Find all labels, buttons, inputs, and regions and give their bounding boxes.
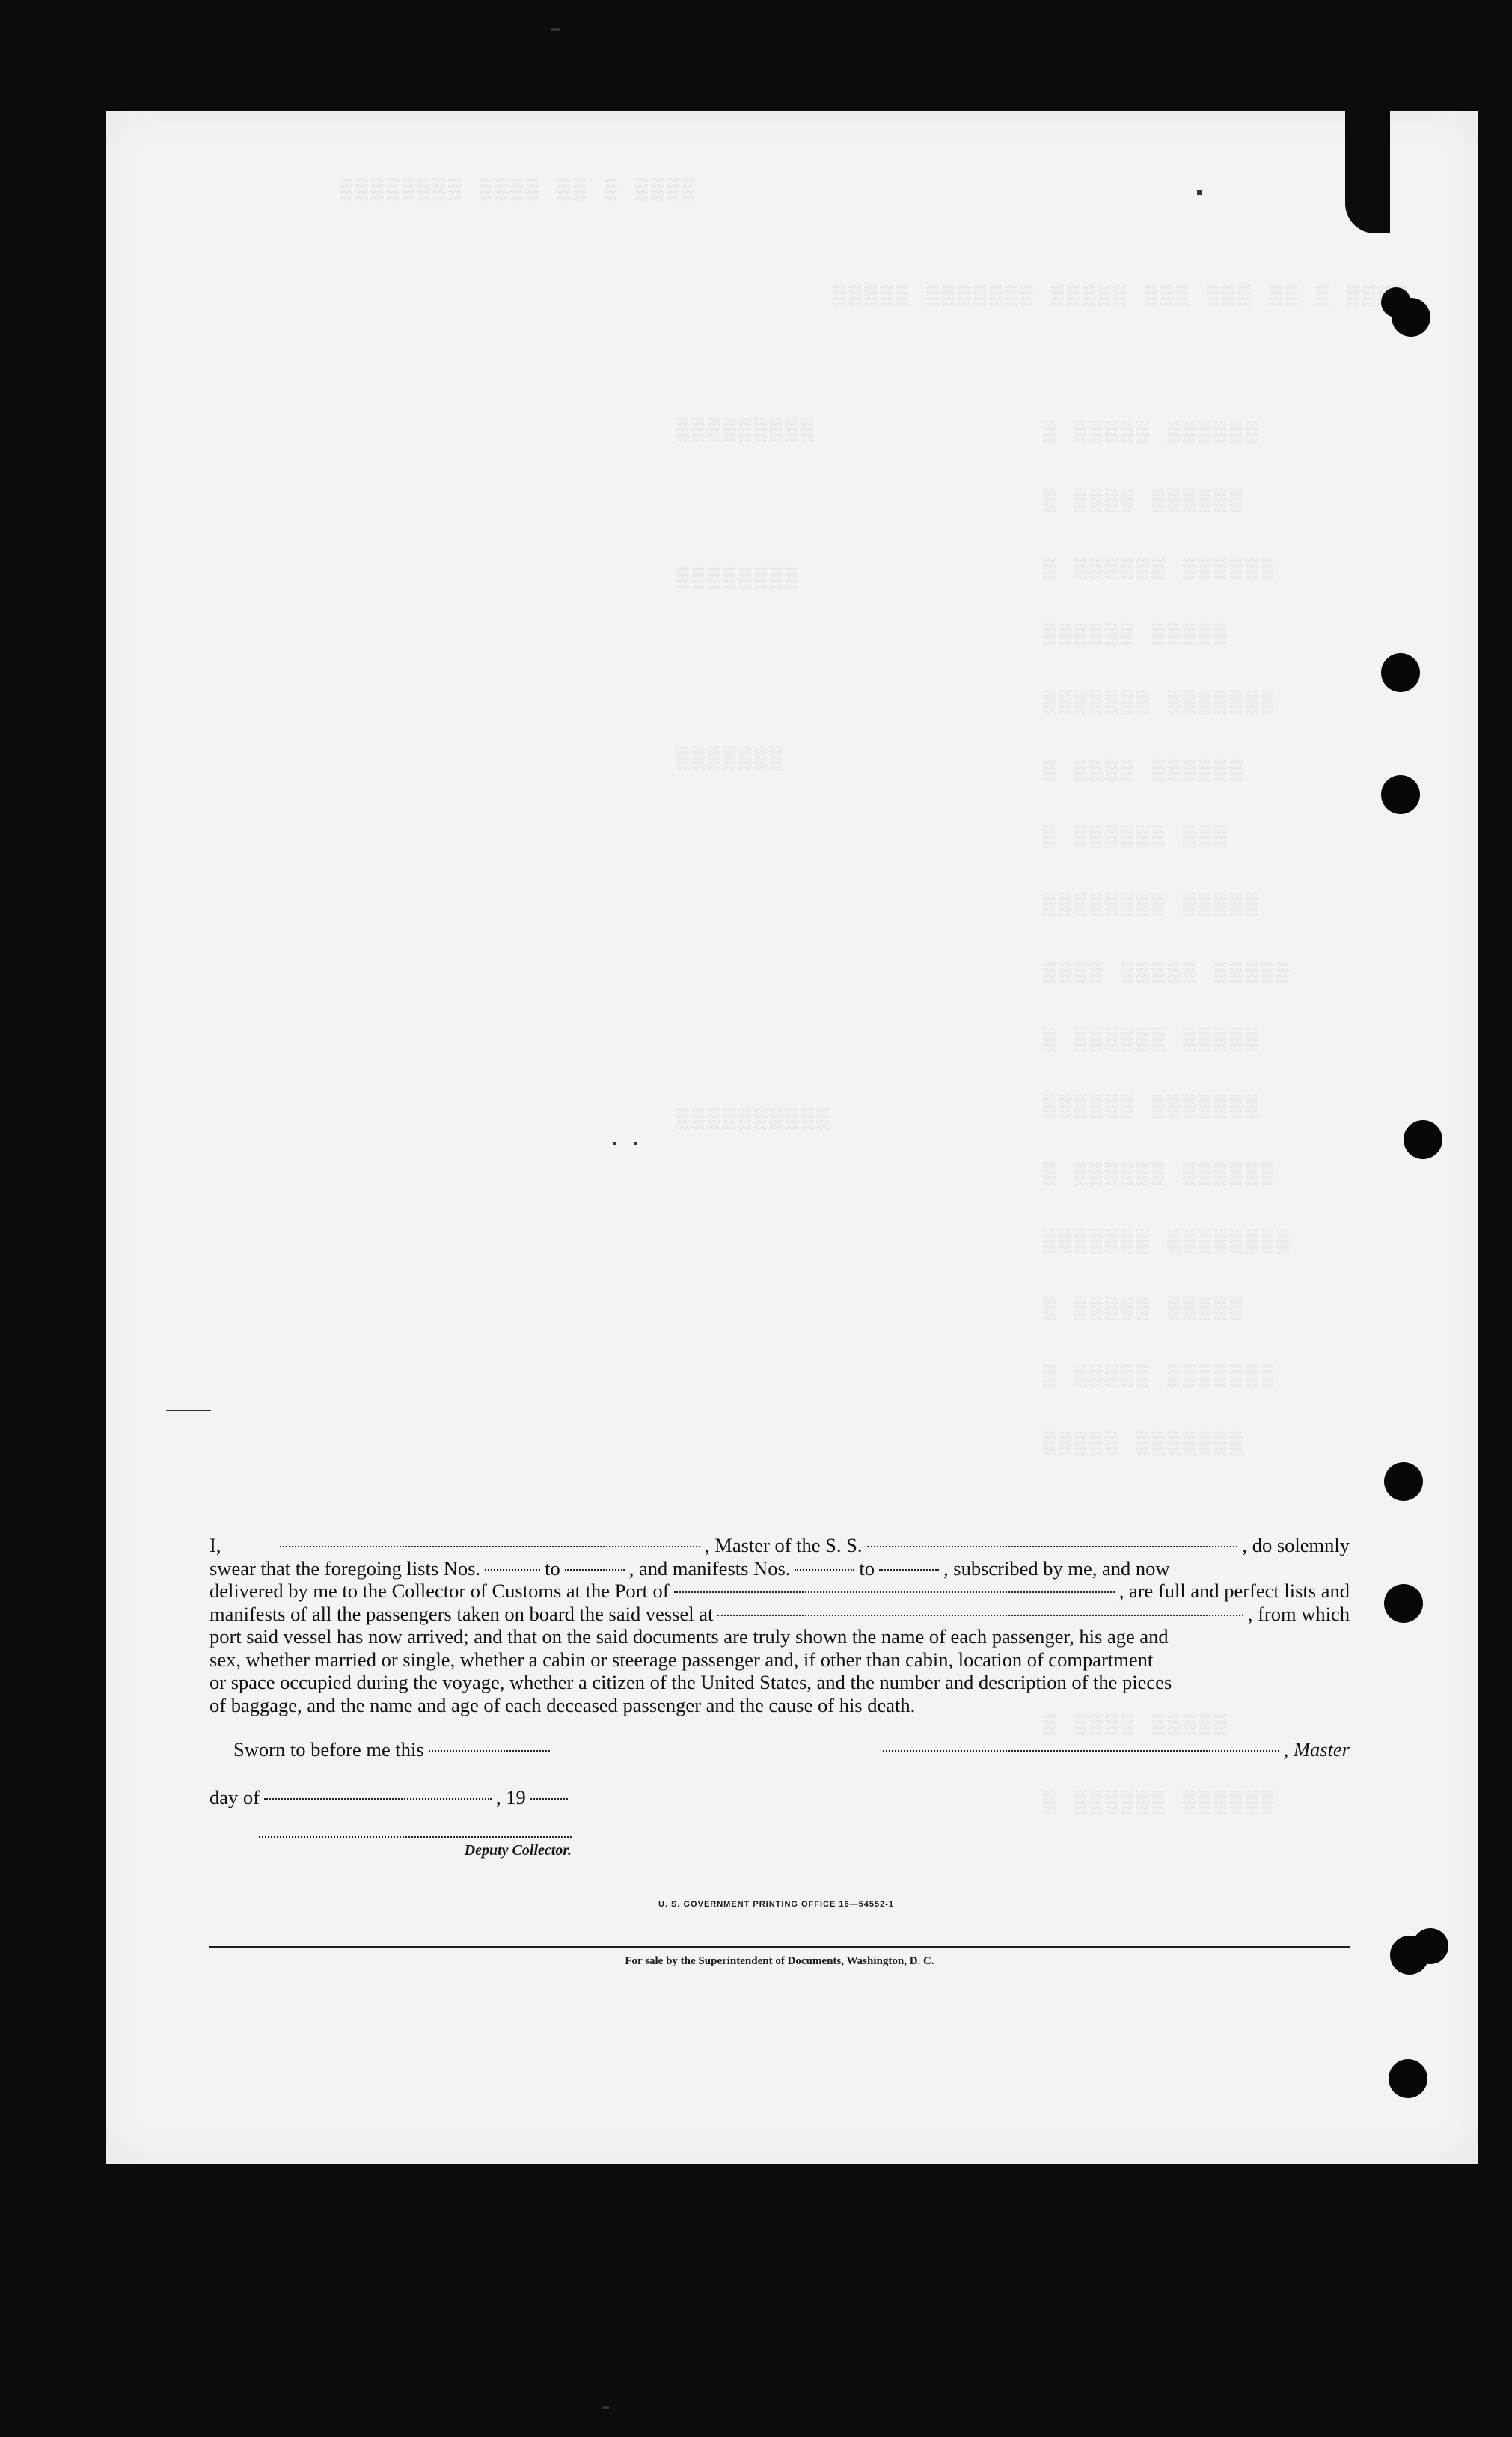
edge-mark	[602, 2406, 609, 2409]
oath-line-8	[209, 1694, 1350, 1717]
footer-rule	[209, 1946, 1350, 1948]
edge-mark	[551, 28, 560, 31]
departure-port-blank	[717, 1615, 1243, 1616]
oath-line-3	[209, 1580, 1350, 1603]
oath-manifests: manifests of all the passengers taken on board the said vessel at	[209, 1602, 714, 1625]
list-to-blank	[565, 1569, 625, 1571]
edge-mark	[166, 1410, 211, 1411]
oath-text-7: or space occupied during the voyage, whether a citizen of the United States, and the number and description of the pieces	[209, 1671, 1172, 1693]
master-signature-blank	[883, 1750, 1279, 1752]
punch-hole	[1404, 1120, 1442, 1159]
punch-hole	[1381, 653, 1420, 692]
port-blank	[674, 1591, 1115, 1593]
oath-line-1	[209, 1534, 1350, 1557]
list-from-blank	[485, 1569, 540, 1571]
punch-hole	[1381, 775, 1420, 814]
oath-text-6: sex, whether married or single, whether a cabin or steerage passenger and, if other than cabin, location of compartment	[209, 1648, 1154, 1671]
day-of-label: day of	[209, 1786, 260, 1808]
vessel-name-blank	[867, 1546, 1238, 1547]
punch-hole	[1412, 1928, 1448, 1964]
oath-pronoun: I,	[209, 1534, 221, 1556]
manifest-to-blank	[879, 1569, 939, 1571]
oath-text-5: port said vessel has now arrived; and that on the said documents are truly shown the name of each passenger, his age and	[209, 1625, 1169, 1648]
edge-mark	[634, 1142, 637, 1145]
punch-hole	[1389, 2059, 1427, 2098]
oath-line-5	[209, 1625, 1350, 1648]
printing-office-imprint: U. S. GOVERNMENT PRINTING OFFICE 16—54552-1	[658, 1900, 895, 1909]
oath-text-8: of baggage, and the name and age of each deceased passenger and the cause of his death.	[209, 1693, 916, 1716]
oath-master-of: , Master of the S. S.	[705, 1534, 863, 1556]
for-sale-note: For sale by the Superintendent of Documents, Washington, D. C.	[625, 1955, 934, 1967]
day-of-blank	[264, 1798, 492, 1800]
sworn-label: Sworn to before me this	[233, 1738, 424, 1761]
master-name-blank	[280, 1546, 700, 1547]
oath-swear: swear that the foregoing lists Nos.	[209, 1556, 481, 1580]
master-oath	[209, 1534, 1350, 1716]
oath-line-4	[209, 1603, 1350, 1626]
sworn-row	[209, 1738, 1350, 1761]
deputy-collector-signature: Deputy Collector.	[259, 1836, 572, 1859]
punch-hole	[1384, 1462, 1423, 1501]
day-of-row	[209, 1786, 572, 1809]
oath-line-6	[209, 1648, 1350, 1672]
year-prefix: , 19	[495, 1786, 526, 1808]
torn-corner	[1345, 106, 1390, 233]
oath-solemnly: , do solemnly	[1242, 1534, 1350, 1556]
oath-line-2	[209, 1557, 1350, 1580]
master-label: , Master	[1283, 1738, 1350, 1761]
oath-to-2: to	[859, 1556, 875, 1580]
oath-line-7	[209, 1671, 1350, 1694]
oath-and-manifests: , and manifests Nos.	[628, 1556, 791, 1580]
edge-mark	[613, 1142, 616, 1145]
punch-hole	[1381, 287, 1411, 317]
manifest-from-blank	[795, 1569, 854, 1571]
oath-subscribed: , subscribed by me, and now	[943, 1556, 1170, 1580]
punch-hole	[1384, 1584, 1423, 1623]
edge-mark	[1197, 190, 1202, 195]
year-blank	[530, 1798, 568, 1800]
oath-from-which: , from which	[1247, 1602, 1350, 1625]
oath-to-1: to	[545, 1556, 560, 1580]
oath-delivered: delivered by me to the Collector of Customs at the Port of	[209, 1580, 670, 1602]
sworn-date-blank	[429, 1750, 550, 1752]
oath-full: , are full and perfect lists and	[1118, 1580, 1350, 1602]
